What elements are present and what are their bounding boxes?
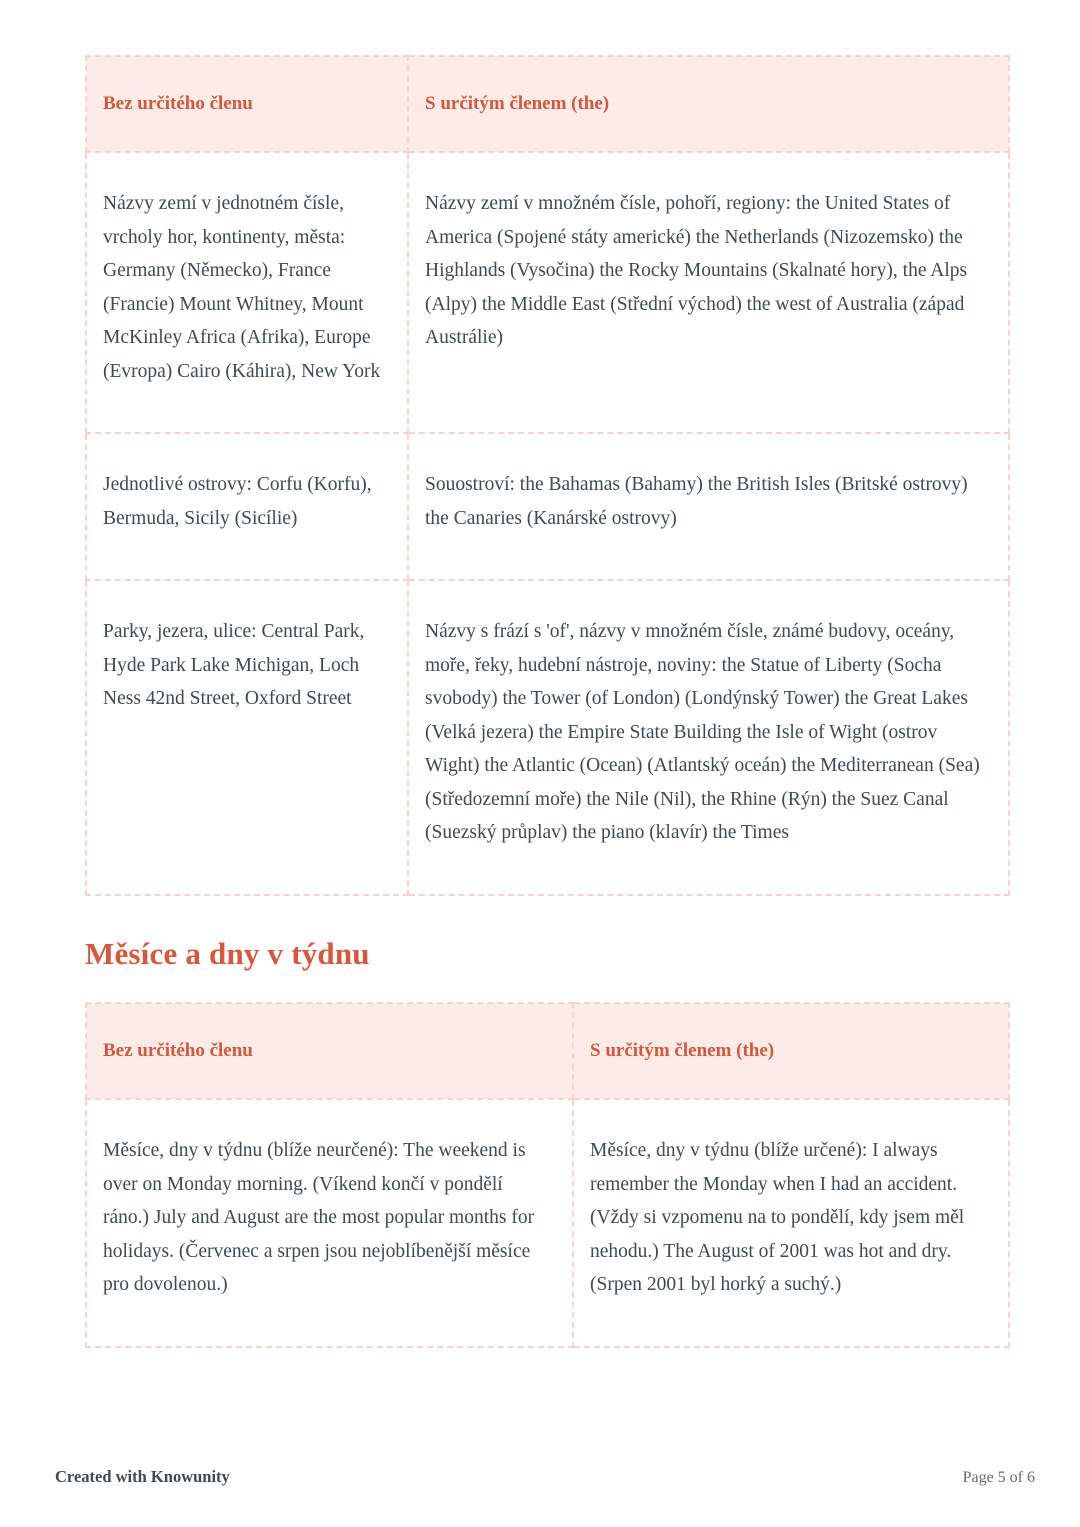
cell-definite-article-islands: Souostroví: the Bahamas (Bahamy) the British Isles (Britské ostrovy) the Canaries (Kanárské ostrovy) <box>408 433 1009 580</box>
cell-no-article-countries: Názvy zemí v jednotném čísle, vrcholy hor, kontinenty, města: Germany (Německo), France (Francie) Mount Whitney, Mount McKinley Africa (Afrika), Europe (Evropa) Cairo (Káhira), New York <box>86 152 408 433</box>
cell-no-article-parks: Parky, jezera, ulice: Central Park, Hyde Park Lake Michigan, Loch Ness 42nd Street, Oxford Street <box>86 580 408 895</box>
cell-no-article-islands: Jednotlivé ostrovy: Corfu (Korfu), Bermuda, Sicily (Sicílie) <box>86 433 408 580</box>
table1-header-no-article: Bez určitého členu <box>86 56 408 152</box>
cell-definite-article-landmarks: Názvy s frází s 'of', názvy v množném čísle, známé budovy, oceány, moře, řeky, hudební nástroje, noviny: the Statue of Liberty (Socha svobody) the Tower (of London) (Londýnský Tower) the Great Lakes (Velká jezera) the Empire State Building the Isle of Wight (ostrov Wight) the Atlantic (Ocean) (Atlantský oceán) the Mediterranean (Sea) (Středozemní moře) the Nile (Nil), the Rhine (Rýn) the Suez Canal (Suezský průplav) the piano (klavír) the Times <box>408 580 1009 895</box>
table2-header-definite-article: S určitým členem (the) <box>573 1003 1009 1099</box>
table1-header-row <box>86 56 1009 152</box>
footer-branding: Created with Knowunity <box>55 1467 230 1486</box>
footer-page-number: Page 5 of 6 <box>962 1469 1035 1486</box>
page-footer <box>55 1467 1035 1487</box>
articles-table-months-days <box>85 1002 1010 1348</box>
page-content <box>85 55 1035 1413</box>
section-heading: Měsíce a dny v týdnu <box>85 935 370 971</box>
table-row <box>86 152 1009 433</box>
cell-definite-article-countries: Názvy zemí v množném čísle, pohoří, regiony: the United States of America (Spojené státy americké) the Netherlands (Nizozemsko) the Highlands (Vysočina) the Rocky Mountains (Skalnaté hory), the Alps (Alpy) the Middle East (Střední východ) the west of Australia (západ Austrálie) <box>408 152 1009 433</box>
table-row <box>86 580 1009 895</box>
articles-table-places <box>85 55 1010 896</box>
cell-no-article-months: Měsíce, dny v týdnu (blíže neurčené): The weekend is over on Monday morning. (Víkend končí v pondělí ráno.) July and August are the most popular months for holidays. (Červenec a srpen jsou nejoblíbenější měsíce pro dovolenou.) <box>86 1099 573 1347</box>
table2-header-row <box>86 1003 1009 1099</box>
cell-definite-article-months: Měsíce, dny v týdnu (blíže určené): I always remember the Monday when I had an accident. (Vždy si vzpomenu na to pondělí, kdy jsem měl nehodu.) The August of 2001 was hot and dry. (Srpen 2001 byl horký a suchý.) <box>573 1099 1009 1347</box>
table-row <box>86 433 1009 580</box>
table2-header-no-article: Bez určitého členu <box>86 1003 573 1099</box>
table-row <box>86 1099 1009 1347</box>
table1-header-definite-article: S určitým členem (the) <box>408 56 1009 152</box>
